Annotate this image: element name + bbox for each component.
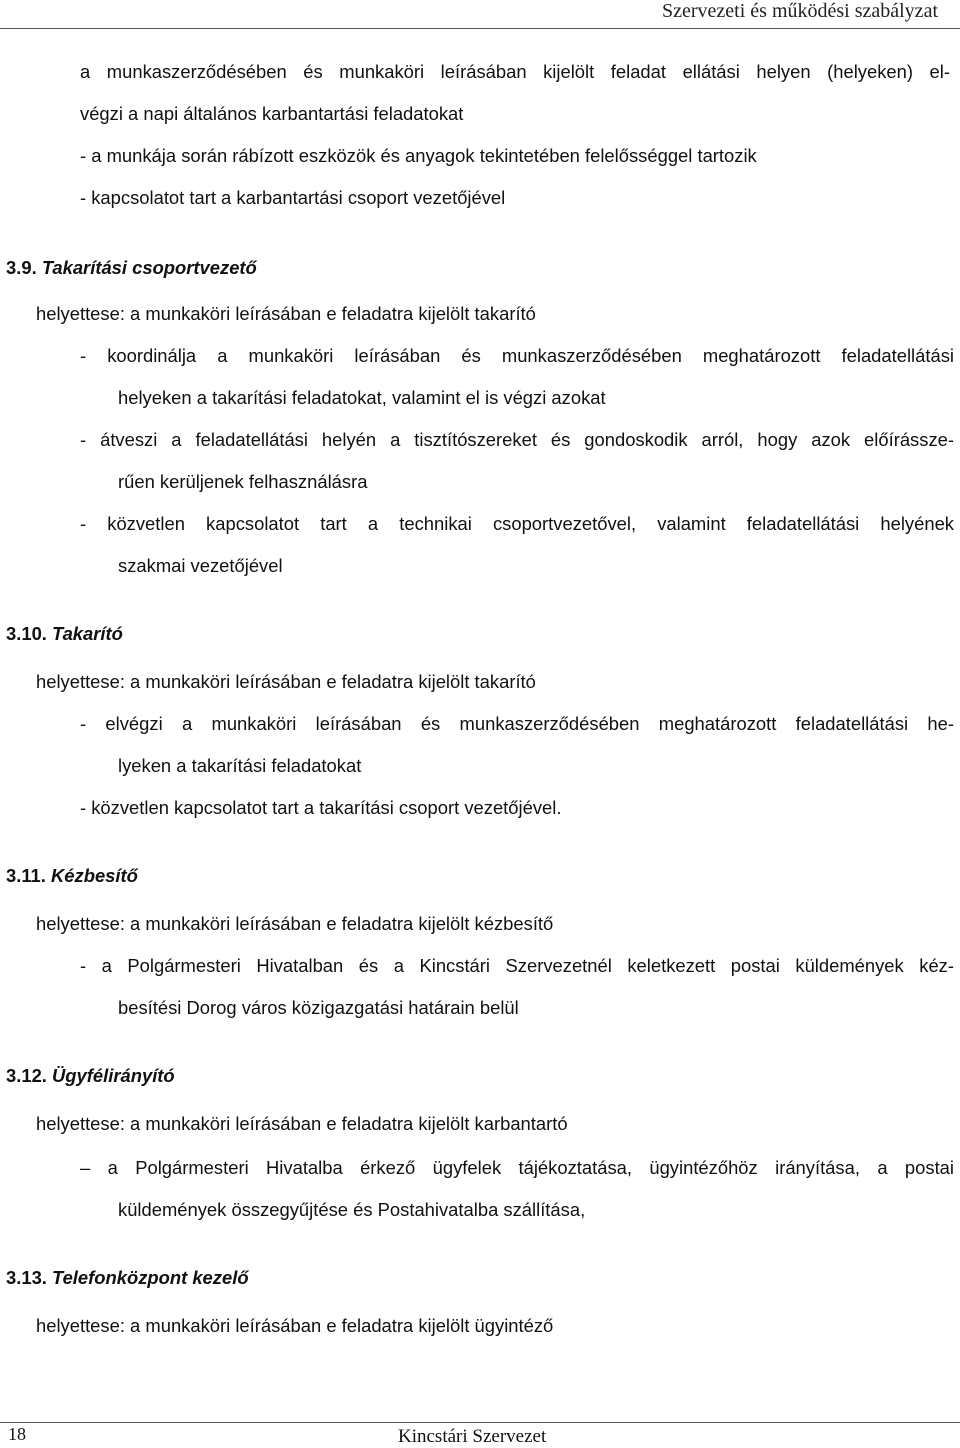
section-number: 3.10. <box>6 623 47 644</box>
list-item: - közvetlen kapcsolatot tart a takarítási csoport vezetőjével. <box>80 797 562 818</box>
list-item: - a Polgármesteri Hivatalban és a Kincstári Szervezetnél keletkezett postai küldemények kéz- <box>80 955 954 976</box>
footer-rule <box>0 1422 960 1423</box>
deputy-line: helyettese: a munkaköri leírásában e feladatra kijelölt takarító <box>36 303 536 324</box>
list-item-continuation: küldemények összegyűjtése és Postahivatalba szállítása, <box>118 1199 586 1220</box>
list-item-continuation: besítési Dorog város közigazgatási határain belül <box>118 997 519 1018</box>
section-heading <box>6 622 123 646</box>
section-title: Kézbesítő <box>51 865 138 886</box>
list-item-continuation: szakmai vezetőjével <box>118 555 283 576</box>
paragraph-line: a munkaszerződésében és munkaköri leírásában kijelölt feladat ellátási helyen (helyeken) el- <box>80 61 950 82</box>
section-title: Telefonközpont kezelő <box>52 1267 249 1288</box>
list-item: – a Polgármesteri Hivatalba érkező ügyfelek tájékoztatása, ügyintézőhöz irányítása, a postai <box>80 1157 954 1178</box>
list-item: - a munkája során rábízott eszközök és anyagok tekintetében felelősséggel tartozik <box>80 145 757 166</box>
page-header-title: Szervezeti és működési szabályzat <box>662 0 938 22</box>
section-heading <box>6 1064 175 1088</box>
deputy-line: helyettese: a munkaköri leírásában e feladatra kijelölt ügyintéző <box>36 1315 554 1336</box>
section-heading <box>6 864 138 888</box>
section-heading <box>6 256 257 280</box>
section-number: 3.9. <box>6 257 37 278</box>
list-item-continuation: helyeken a takarítási feladatokat, valamint el is végzi azokat <box>118 387 606 408</box>
section-number: 3.11. <box>6 865 46 886</box>
section-number: 3.12. <box>6 1065 47 1086</box>
section-title: Takarítási csoportvezető <box>41 257 257 278</box>
paragraph-line: végzi a napi általános karbantartási feladatokat <box>80 103 464 124</box>
page-number: 18 <box>8 1424 26 1444</box>
deputy-line: helyettese: a munkaköri leírásában e feladatra kijelölt kézbesítő <box>36 913 554 934</box>
list-item-continuation: rűen kerüljenek felhasználásra <box>118 471 368 492</box>
list-item: - elvégzi a munkaköri leírásában és munkaszerződésében meghatározott feladatellátási he- <box>80 713 954 734</box>
deputy-line: helyettese: a munkaköri leírásában e feladatra kijelölt takarító <box>36 671 536 692</box>
section-number: 3.13. <box>6 1267 47 1288</box>
list-item: - koordinálja a munkaköri leírásában és munkaszerződésében meghatározott feladatellátási <box>80 345 954 366</box>
list-item: - közvetlen kapcsolatot tart a technikai csoportvezetővel, valamint feladatellátási helyének <box>80 513 954 534</box>
footer-text: Kincstári Szervezet <box>398 1426 547 1447</box>
list-item-continuation: lyeken a takarítási feladatokat <box>118 755 362 776</box>
list-item: - átveszi a feladatellátási helyén a tisztítószereket és gondoskodik arról, hogy azok előírássze- <box>80 429 954 450</box>
header-rule <box>0 28 960 29</box>
section-title: Takarító <box>52 623 123 644</box>
section-title: Ügyfélirányító <box>52 1065 175 1086</box>
list-item: - kapcsolatot tart a karbantartási csoport vezetőjével <box>80 187 506 208</box>
section-heading <box>6 1266 249 1290</box>
deputy-line: helyettese: a munkaköri leírásában e feladatra kijelölt karbantartó <box>36 1113 568 1134</box>
